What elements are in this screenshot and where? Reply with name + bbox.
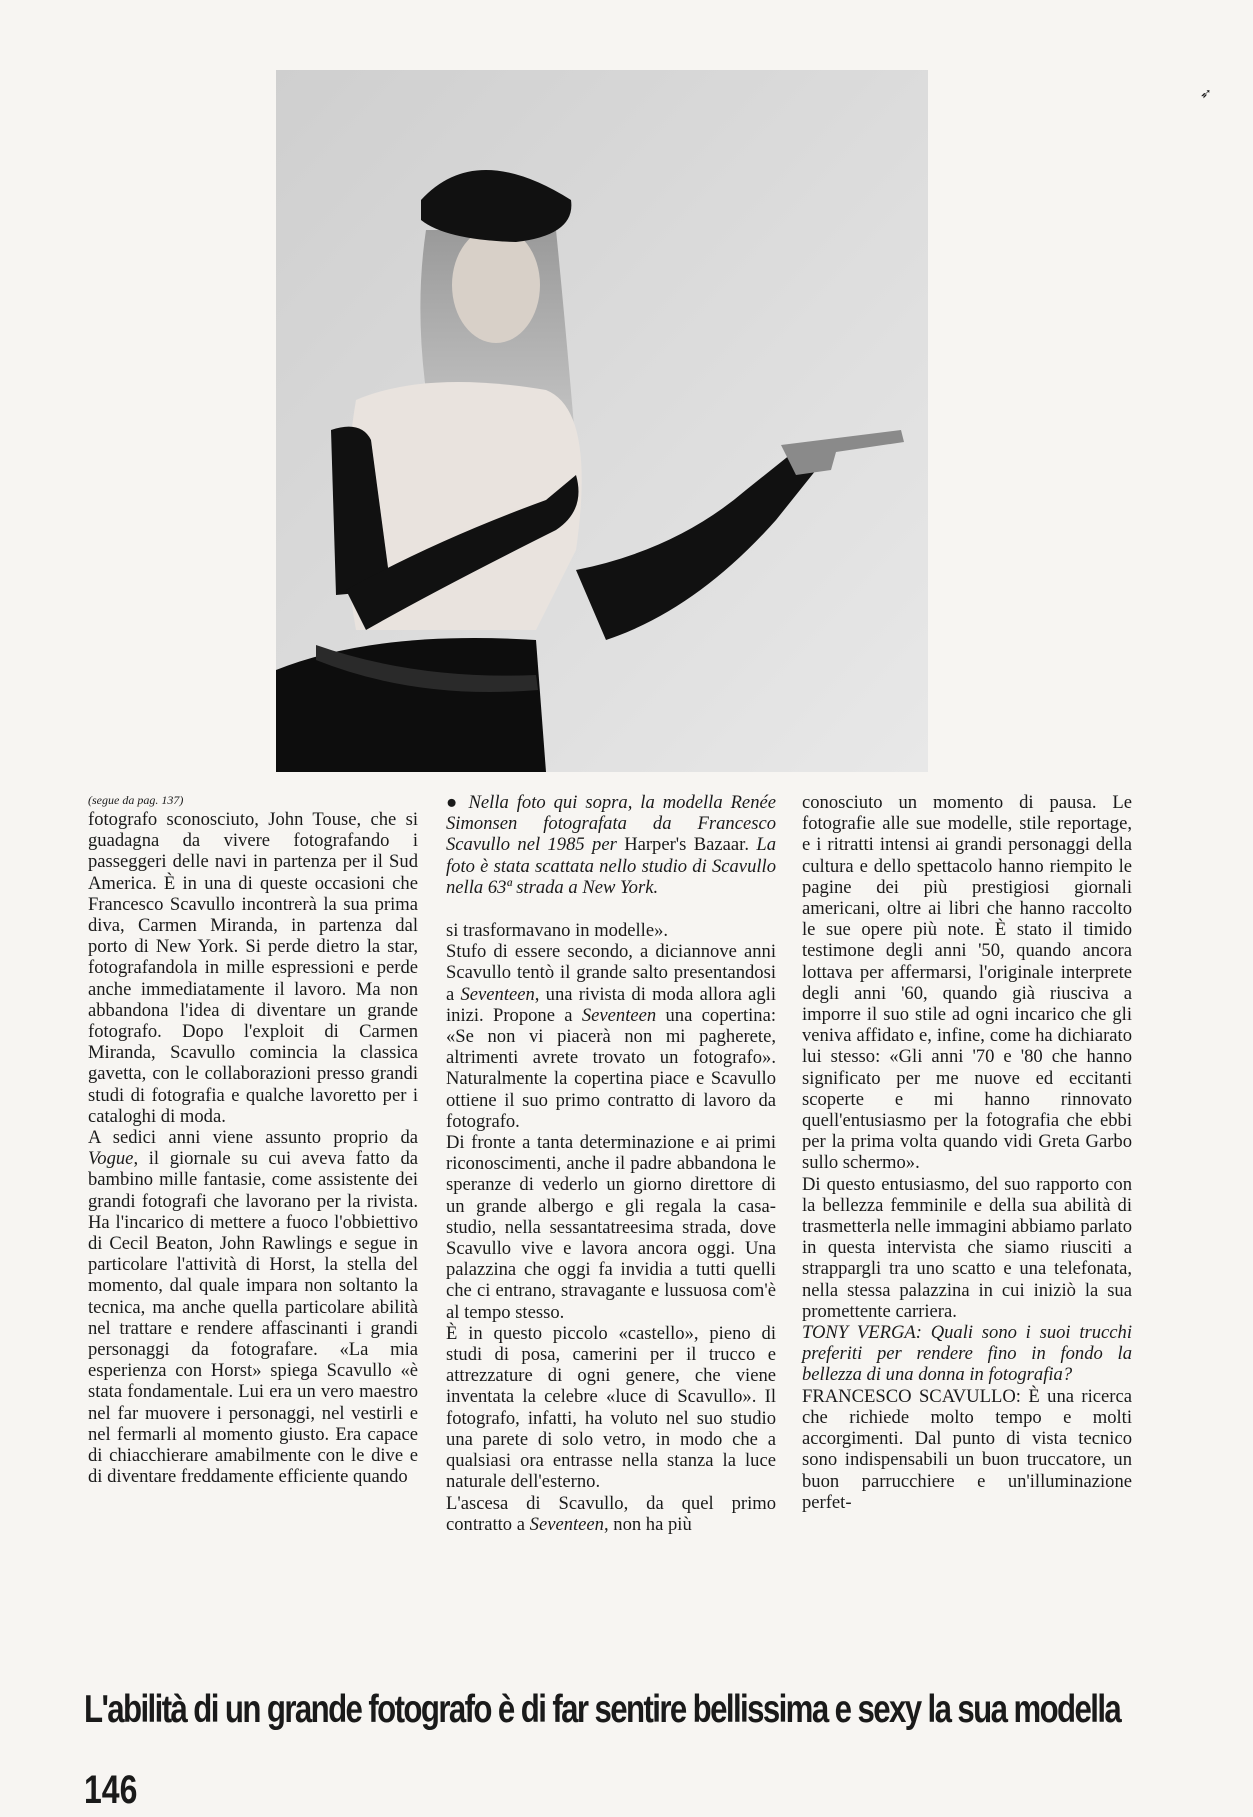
photo-caption: ● Nella foto qui sopra, la modella Renée Simonsen fotografata da Francesco Scavullo nel 1985 per Harper's Bazaar. La foto è stata scattata nello studio di Scavullo nella 63ª strada a New York.	[446, 792, 776, 898]
paragraph: È in questo piccolo «castello», pieno di studi di posa, camerini per il trucco e attrezzature di ogni genere, che viene inventata la celebre «luce di Scavullo». Il fotografo, infatti, ha voluto nel suo studio una parete di solo vetro, in modo che a qualsiasi ora entrasse nella stanza la luce naturale dell'esterno.	[446, 1322, 776, 1493]
paragraph: si trasformavano in modelle».	[446, 920, 669, 942]
paragraph: Stufo di essere secondo, a diciannove anni Scavullo tentò il grande salto presentandosi a Seventeen, una rivista di moda allora agli inizi. Propone a Seventeen una copertina: «Se non vi piacerà non mi pagherete, altrimenti avrete trovato un fotografo». Naturalmente la copertina piace e Scavullo ottiene il suo primo contratto di lavoro da fotografo.	[446, 941, 776, 1132]
interview-answer: FRANCESCO SCAVULLO: È una ricerca che richiede molto tempo e molti accorgimenti. Dal punto di vista tecnico sono indispensabili un buon truccatore, un buon parrucchiere e un'illuminazione perfet-	[802, 1385, 1132, 1513]
interview-question: TONY VERGA: Quali sono i suoi trucchi preferiti per rendere fino in fondo la bellezza di una donna in fotografia?	[802, 1322, 1132, 1386]
page-headline: L'abilità di un grande fotografo è di far sentire bellissima e sexy la sua modella	[84, 1688, 1121, 1731]
portrait-photo	[276, 70, 928, 772]
corner-mark: ➶	[1200, 87, 1212, 102]
bullet-icon: ●	[446, 792, 461, 813]
paragraph: conosciuto un momento di pausa. Le fotografie alle sue modelle, stile reportage, e i ritratti intensi ai grandi personaggi della cultura e dello spettacolo hanno riempito le pagine dei più prestigiosi giornali americani, oltre ai libri che hanno raccolto le sue opere più note. È stato il timido testimone degli anni '50, quando ancora lottava per affermarsi, l'originale interprete degli anni '60, quando già riusciva a imporre il suo stile ad ogni incarico che gli veniva affidato e, infine, come ha dichiarato lui stesso: «Gli anni '70 e '80 che hanno significato per me nuove ed eccitanti scoperte e mi hanno rinnovato quell'entusiasmo per la fotografia che ebbi per la prima volta quando vidi Greta Garbo sullo schermo».	[802, 792, 1132, 1174]
paragraph: A sedici anni viene assunto proprio da Vogue, il giornale su cui aveva fatto da bambino mille fantasie, come assistente dei grandi fotografi che lavorano per la rivista. Ha l'incarico di mettere a fuoco l'obbiettivo di Cecil Beaton, John Rawlings e segue in particolare l'attività di Horst, la stella del momento, dal quale impara non soltanto la tecnica, ma anche quella particolare abilità nel trattare e rendere affascinanti i grandi personaggi da fotografare. «La mia esperienza con Horst» spiega Scavullo «è stata fondamentale. Lui era un vero maestro nel far muovere i personaggi, nel vestirli e nel fermarli al momento giusto. Era capace di chiacchierare amabilmente con le dive e di diventare freddamente efficiente quando	[88, 1127, 418, 1488]
continued-from-note: (segue da pag. 137)	[88, 793, 184, 807]
article-column-2	[446, 792, 776, 1535]
paragraph: Di questo entusiasmo, del suo rapporto con la bellezza femminile e della sua abilità di trasmetterla nelle immagini abbiamo parlato in questa intervista che siamo riusciti a strappargli tra uno scatto e una telefonata, nella stessa palazzina in cui iniziò la sua promettente carriera.	[802, 1173, 1132, 1322]
article-column-1	[88, 792, 418, 1488]
model-with-revolver-illustration	[276, 70, 928, 772]
paragraph: L'ascesa di Scavullo, da quel primo contratto a Seventeen, non ha più	[446, 1492, 776, 1535]
page-number: 146	[84, 1768, 138, 1812]
paragraph: fotografo sconosciuto, John Touse, che si guadagna da vivere fotografando i passeggeri delle navi in partenza per il Sud America. È in una di queste occasioni che Francesco Scavullo incontrerà la sua prima diva, Carmen Miranda, in partenza dal porto di New York. Si perde dietro la star, fotografandola in mille espressioni e perde anche immediatamente il lavoro. Ma non abbandona l'idea di diventare un grande fotografo. Dopo l'exploit di Carmen Miranda, Scavullo comincia la classica gavetta, con le collaborazioni presso grandi studi di fotografia e qualche lavoretto per i cataloghi di moda.	[88, 809, 418, 1127]
article-column-3	[802, 792, 1132, 1513]
paragraph: Di fronte a tanta determinazione e ai primi riconoscimenti, anche il padre abbandona le speranze di vederlo un giorno direttore di un grande albergo e gli regala la casa-studio, nella sessantatreesima strada, dove Scavullo vive e lavora ancora oggi. Una palazzina che oggi fa invidia a tutti quelli che ci entrano, stravagante e lussuosa com'è al tempo stesso.	[446, 1132, 776, 1323]
